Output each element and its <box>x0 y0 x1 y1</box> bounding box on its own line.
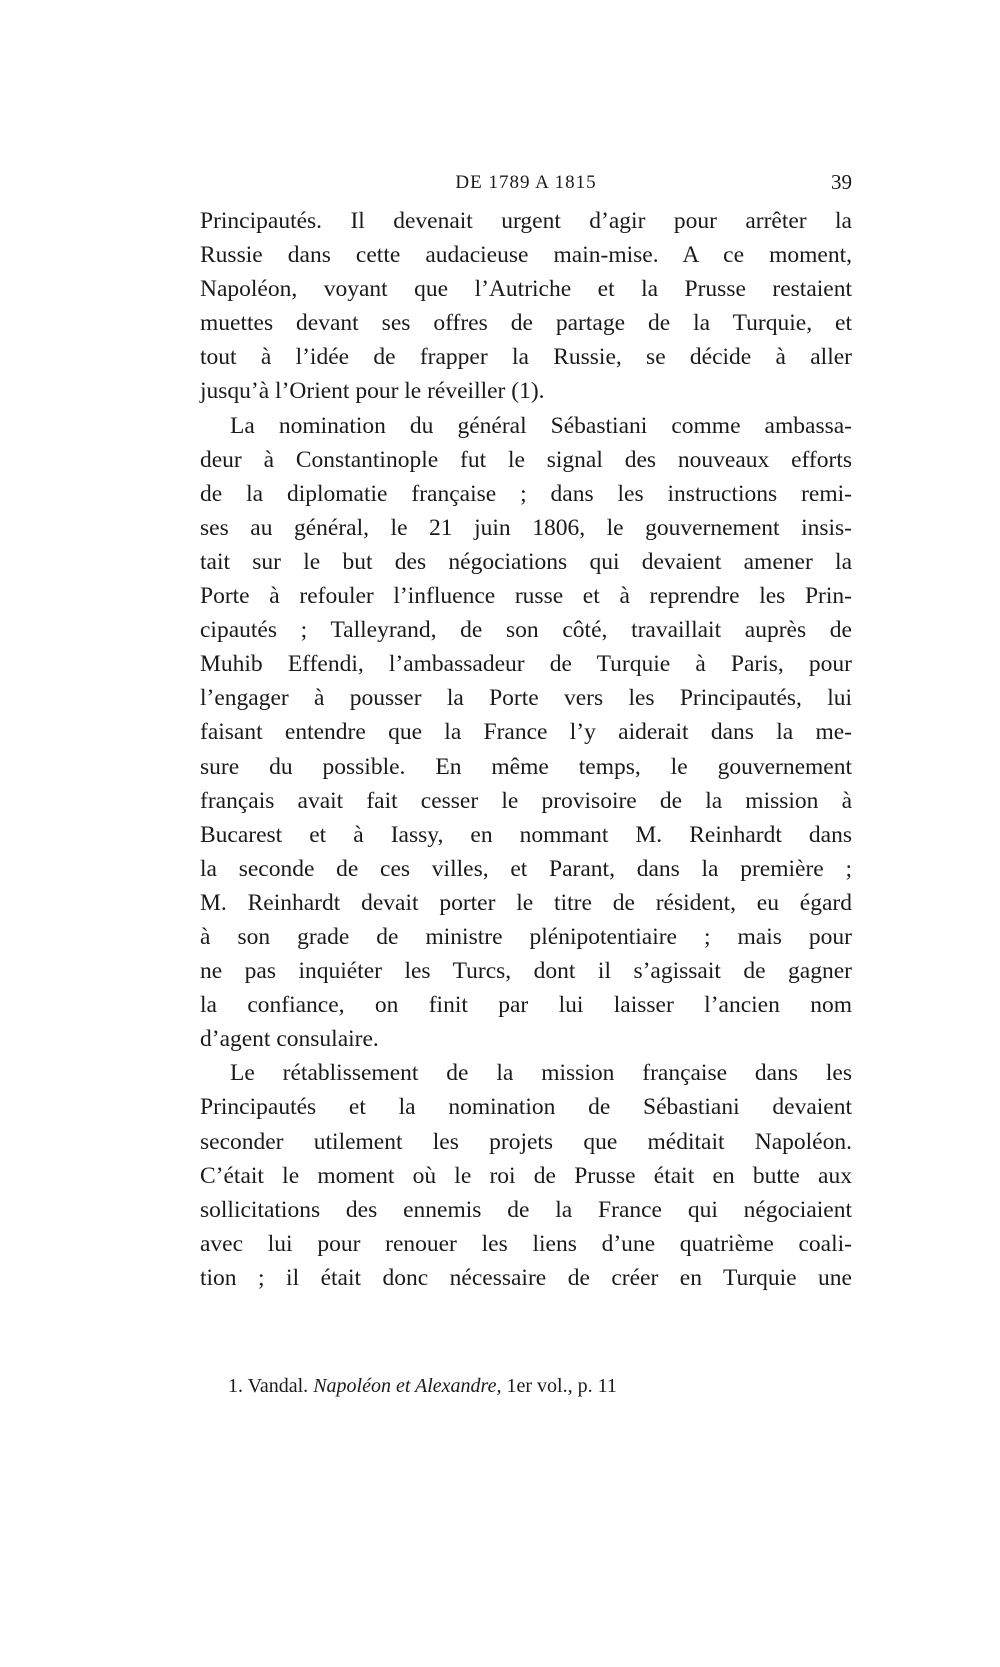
text-line: à son grade de ministre plénipotentiaire ; mais pour <box>200 923 852 950</box>
text-line: jusqu’à l’Orient pour le réveiller (1). <box>200 378 545 405</box>
text-line: Le rétablissement de la mission française dans les <box>230 1060 852 1087</box>
text-line: faisant entendre que la France l’y aiderait dans la me- <box>200 719 852 746</box>
text-line: Napoléon, voyant que l’Autriche et la Prusse restaient <box>200 276 852 303</box>
text-line: sollicitations des ennemis de la France qui négociaient <box>200 1196 852 1223</box>
text-line: la seconde de ces villes, et Parant, dans la première ; <box>200 855 852 882</box>
text-line: tout à l’idée de frapper la Russie, se décide à aller <box>200 344 852 371</box>
text-line: seconder utilement les projets que méditait Napoléon. <box>200 1128 852 1155</box>
text-line: La nomination du général Sébastiani comme ambassa- <box>230 412 852 439</box>
text-line: de la diplomatie française ; dans les instructions remi- <box>200 480 852 507</box>
text-line: Porte à refouler l’influence russe et à reprendre les Prin- <box>200 583 852 610</box>
text-line: ne pas inquiéter les Turcs, dont il s’agissait de gagner <box>200 958 852 985</box>
text-line: l’engager à pousser la Porte vers les Principautés, lui <box>200 685 852 712</box>
text-line: d’agent consulaire. <box>200 1026 379 1053</box>
text-line: cipautés ; Talleyrand, de son côté, travaillait auprès de <box>200 617 852 644</box>
text-line: M. Reinhardt devait porter le titre de résident, eu égard <box>200 889 852 916</box>
text-line: tion ; il était donc nécessaire de créer en Turquie une <box>200 1264 852 1291</box>
page-header <box>200 168 852 200</box>
text-line: avec lui pour renouer les liens d’une quatrième coali- <box>200 1230 852 1257</box>
text-line: Bucarest et à Iassy, en nommant M. Reinhardt dans <box>200 821 852 848</box>
text-line: Russie dans cette audacieuse main-mise. A ce moment, <box>200 242 852 269</box>
text-line: muettes devant ses offres de partage de la Turquie, et <box>200 310 852 337</box>
footnote <box>228 1372 828 1400</box>
text-line: Muhib Effendi, l’ambassadeur de Turquie à Paris, pour <box>200 651 852 678</box>
body-text <box>200 204 852 1295</box>
footnote-title: Napoléon et Alexandre, <box>313 1375 502 1397</box>
text-line: deur à Constantinople fut le signal des nouveaux efforts <box>200 446 852 473</box>
footnote-number: 1. <box>228 1375 243 1397</box>
footnote-author: Vandal. <box>247 1375 309 1397</box>
page-number: 39 <box>831 170 852 194</box>
running-head: DE 1789 A 1815 <box>455 172 597 193</box>
text-line: ses au général, le 21 juin 1806, le gouvernement insis- <box>200 514 852 541</box>
text-line: Principautés. Il devenait urgent d’agir pour arrêter la <box>200 208 852 234</box>
text-line: sure du possible. En même temps, le gouvernement <box>200 753 852 780</box>
text-line: C’était le moment où le roi de Prusse était en butte aux <box>200 1162 852 1189</box>
text-line: la confiance, on finit par lui laisser l’ancien nom <box>200 992 852 1019</box>
footnote-reference: 1er vol., p. 11 <box>506 1375 617 1397</box>
text-line: français avait fait cesser le provisoire de la mission à <box>200 787 852 814</box>
text-line: Principautés et la nomination de Sébastiani devaient <box>200 1094 852 1121</box>
text-line: tait sur le but des négociations qui devaient amener la <box>200 548 852 575</box>
